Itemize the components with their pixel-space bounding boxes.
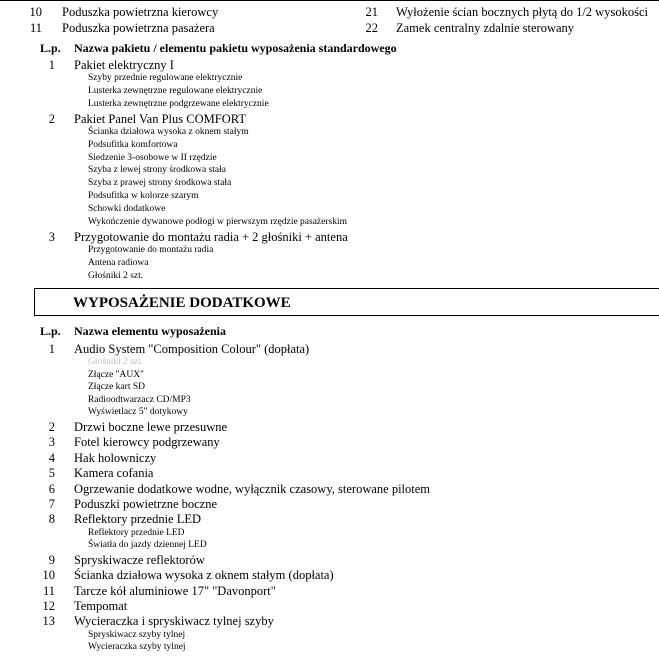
sub-item: Głośniki 2 szt. [88,357,144,368]
sub-item: Światła do jazdy dziennej LED [88,540,207,551]
sub-item: Radioodtwarzacz CD/MP3 [88,394,191,405]
item-number: 9 [48,552,55,567]
item-number: 3 [48,435,55,450]
sub-item: Szyby przednie regulowane elektrycznie [88,73,243,83]
item-label: Fotel kierowcy podgrzewany [74,435,220,450]
sub-item: Przygotowanie do montażu radia [88,244,214,255]
item-label: Pakiet elektryczny I [74,58,174,72]
sub-item: Ścianka działowa wysoka z oknem stałym [88,126,249,137]
sub-item: Siedzenie 3-osobowe w II rzędzie [88,152,217,163]
sub-item: Podsufitka komfortowa [88,139,178,150]
item-label: Tempomat [74,598,128,613]
sub-item: Złącze kart SD [88,382,145,393]
sub-item: Głośniki 2 szt. [88,270,144,281]
sub-item: Lusterka zewnętrzne regulowane elektrycznie [88,85,263,96]
sub-item: Spryskiwacz szyby tylnej [88,629,186,640]
item-label: Drzwi boczne lewe przesuwne [74,419,228,434]
item-number: 8 [48,512,55,527]
item-label: Kamera cofania [74,466,154,481]
item-label: Audio System "Composition Colour" (dopłata) [74,342,310,356]
item-label: Reflektory przednie LED [74,512,202,527]
item-number: 2 [48,111,55,126]
item-number: 3 [48,229,55,244]
sub-item: Antena radiowa [88,257,149,268]
item-label: Pakiet Panel Van Plus COMFORT [74,111,246,126]
sub-item: Złącze "AUX" [88,369,145,380]
item-label: Wycieraczka i spryskiwacz tylnej szyby [74,614,274,629]
item-label: Przygotowanie do montażu radia + 2 głośniki + antena [74,229,348,244]
section-box [34,288,659,316]
item-number: 1 [48,342,55,356]
item-number: 6 [48,481,55,496]
item-label: Hak holowniczy [74,450,157,465]
item-number: 12 [42,598,55,613]
top-border-line [0,0,659,1]
item-number: 13 [42,614,55,629]
sub-item: Szyba z lewej strony środkowa stała [88,165,226,176]
sub-item: Podsufitka w kolorze szarym [88,191,199,202]
sub-item: Szyba z prawej strony środkowa stała [88,178,232,189]
sub-item: Lusterka zewnętrzne podgrzewane elektrycznie [88,98,269,109]
item-label: Ścianka działowa wysoka z oknem stałym (dopłata) [74,568,334,583]
item-number: 2 [48,419,55,434]
item-number: 1 [48,58,55,72]
item-number: 4 [48,450,55,465]
section-title: WYPOSAŻENIE DODATKOWE [73,295,291,311]
sub-item: Schowki dodatkowe [88,204,166,215]
sub-item: Wykończenie dywanowe podłogi w pierwszym rzędzie pasażerskim [88,217,348,227]
item-number: 7 [48,496,55,511]
item-number: 11 [42,583,55,598]
sub-item: Wycieraczka szyby tylnej [88,642,186,653]
item-label: Tarcze kół aluminiowe 17" "Davonport" [74,583,276,598]
item-number: 5 [48,466,55,481]
item-label: Spryskiwacze reflektorów [74,552,205,567]
item-number: 10 [42,568,55,583]
sub-item: Reflektory przednie LED [88,527,185,538]
sub-item: Wyświetlacz 5" dotykowy [88,407,188,418]
item-label: Ogrzewanie dodatkowe wodne, wyłącznik czasowy, sterowane pilotem [74,481,431,496]
item-label: Poduszki powietrzne boczne [74,496,218,511]
